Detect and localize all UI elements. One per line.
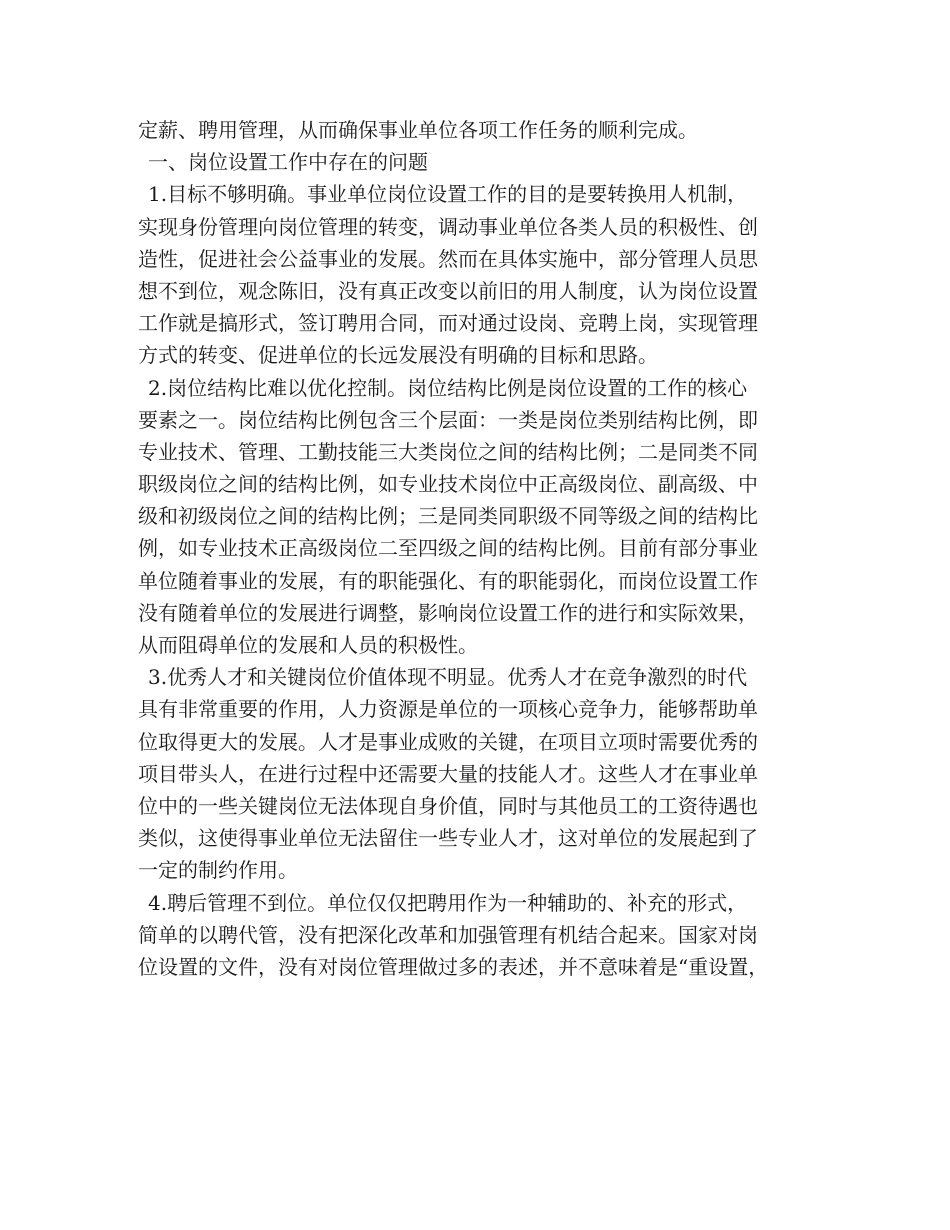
text-line: 具有非常重要的作用，人力资源是单位的一项核心竞争力，能够帮助单 [138,697,758,722]
text-line: 实现身份管理向岗位管理的转变，调动事业单位各类人员的积极性、创 [138,214,758,239]
text-line: 没有随着单位的发展进行调整，影响岗位设置工作的进行和实际效果， [138,600,758,625]
text-line: 例，如专业技术正高级岗位二至四级之间的结构比例。目前有部分事业 [138,536,758,561]
document-body [138,114,838,983]
text-line: 要素之一。岗位结构比例包含三个层面：一类是岗位类别结构比例，即 [138,407,758,432]
text-line: 位中的一些关键岗位无法体现自身价值，同时与其他员工的工资待遇也 [138,793,758,818]
section-heading: 一、岗位设置工作中存在的问题 [148,150,428,175]
text-line: 1.目标不够明确。事业单位岗位设置工作的目的是要转换用人机制， [148,182,748,207]
text-line: 从而阻碍单位的发展和人员的积极性。 [138,633,478,657]
text-line: 位设置的文件，没有对岗位管理做过多的表述，并不意味着是“重设置， [138,954,769,979]
text-line: 位取得更大的发展。人才是事业成败的关键，在项目立项时需要优秀的 [138,729,758,754]
text-line: 类似，这使得事业单位无法留住一些专业人才，这对单位的发展起到了 [138,826,758,851]
text-line: 级和初级岗位之间的结构比例；三是同类同职级不同等级之间的结构比 [138,504,758,529]
text-line: 4.聘后管理不到位。单位仅仅把聘用作为一种辅助的、补充的形式， [148,890,748,915]
text-line: 想不到位，观念陈旧，没有真正改变以前旧的用人制度，认为岗位设置 [138,278,758,303]
text-line: 定薪、聘用管理，从而确保事业单位各项工作任务的顺利完成。 [138,118,698,142]
text-line: 2.岗位结构比难以优化控制。岗位结构比例是岗位设置的工作的核心 [148,375,748,400]
text-line: 造性，促进社会公益事业的发展。然而在具体实施中，部分管理人员思 [138,246,758,271]
text-line: 方式的转变、促进单位的长远发展没有明确的目标和思路。 [138,343,658,368]
text-line: 工作就是搞形式，签订聘用合同，而对通过设岗、竞聘上岗，实现管理 [138,311,758,336]
text-line: 职级岗位之间的结构比例，如专业技术岗位中正高级岗位、副高级、中 [138,472,758,497]
text-line: 单位随着事业的发展，有的职能强化、有的职能弱化，而岗位设置工作 [138,568,758,593]
text-line: 专业技术、管理、工勤技能三大类岗位之间的结构比例；二是同类不同 [138,439,758,464]
text-line: 一定的制约作用。 [138,858,298,883]
text-line: 项目带头人，在进行过程中还需要大量的技能人才。这些人才在事业单 [138,761,758,786]
text-line: 3.优秀人才和关键岗位价值体现不明显。优秀人才在竞争激烈的时代 [148,665,748,690]
text-line: 简单的以聘代管，没有把深化改革和加强管理有机结合起来。国家对岗 [138,922,758,947]
